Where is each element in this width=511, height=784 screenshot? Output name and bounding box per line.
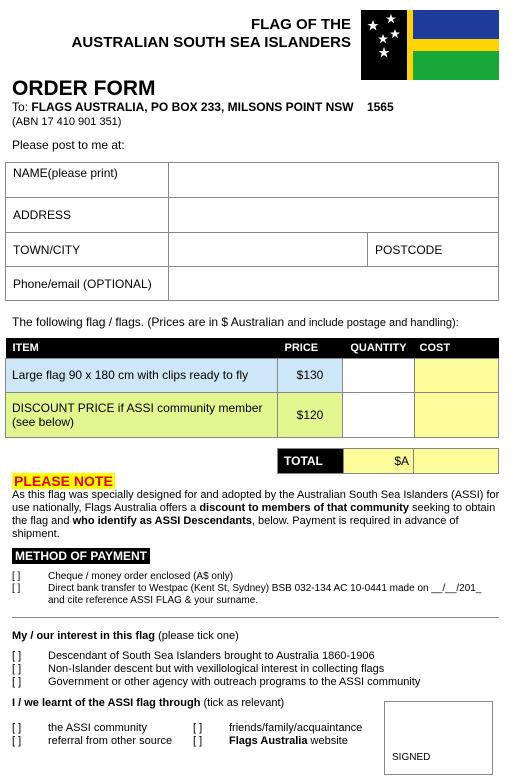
interest-option-label: Descendant of South Sea Islanders brought to Australia 1860-1906 (48, 650, 375, 662)
total-label: TOTAL (278, 449, 344, 474)
note-text-3: , below. Payment is required in advance of shipment. (12, 515, 459, 540)
to-address: FLAGS AUSTRALIA, PO BOX 233, MILSONS POINT NSW (31, 100, 354, 114)
learnt-option-label: the ASSI community (48, 722, 148, 734)
checkbox-cheque[interactable]: [ ] (12, 571, 21, 582)
item-row (6, 392, 499, 437)
note-bold-2: who identify as ASSI Descendants (72, 515, 252, 527)
total-field[interactable] (414, 449, 499, 474)
payment-option-bank[interactable] (12, 583, 500, 595)
learnt-heading (12, 697, 284, 709)
items-table (5, 338, 499, 438)
to-postcode: 1565 (366, 100, 394, 114)
cost-field[interactable] (415, 358, 499, 392)
learnt-option-referral[interactable] (12, 735, 192, 748)
payment-option-cheque[interactable] (12, 571, 500, 583)
learnt-option-website[interactable] (193, 735, 378, 748)
learnt-option-friends[interactable] (193, 722, 378, 735)
total-table (277, 448, 499, 474)
interest-option-descendant[interactable] (12, 650, 500, 663)
header-title-line1: FLAG OF THE (251, 16, 351, 33)
flags-intro (12, 315, 459, 329)
learnt-hint: (tick as relevant) (203, 697, 285, 709)
town-field[interactable] (169, 233, 368, 267)
address-field[interactable] (169, 198, 499, 233)
interest-option-label: Non-Islander descent but with vexillological interest in collecting flags (48, 663, 385, 675)
note-text-1: As this flag was specially designed for and adopted by the Australian South Sea Islanders (ASSI) for use nationally, Flags Australia offers a (12, 489, 500, 514)
learnt-option-label: referral from other source (48, 735, 173, 747)
form-title: ORDER FORM (12, 77, 156, 100)
post-to-label: Please post to me at: (12, 138, 125, 152)
assi-flag-image (361, 10, 499, 80)
customer-details-table (5, 162, 499, 301)
phone-label: Phone/email (OPTIONAL) (6, 267, 169, 301)
checkbox-descendant[interactable]: [ ] (12, 650, 22, 662)
checkbox-friends[interactable]: [ ] (193, 722, 203, 734)
interest-hint: (please tick one) (158, 630, 239, 642)
checkbox-referral[interactable]: [ ] (12, 735, 22, 747)
payment-option-label: Cheque / money order enclosed (A$ only) (48, 571, 234, 582)
signed-label: SIGNED (392, 752, 431, 763)
recipient-address (12, 100, 394, 114)
item-row (6, 358, 499, 392)
checkbox-vexillological[interactable]: [ ] (12, 663, 22, 675)
abn-number: (ABN 17 410 901 351) (12, 116, 122, 128)
checkbox-website[interactable]: [ ] (193, 735, 203, 747)
interest-heading (12, 630, 239, 642)
flags-intro-small: and include postage and handling): (287, 317, 459, 329)
to-prefix: To: (12, 100, 29, 114)
flags-intro-text: The following flag / flags. (Prices are in $ Australian (12, 315, 285, 329)
learnt-option-label: friends/family/acquaintance (229, 722, 363, 734)
name-label: NAME (13, 166, 48, 180)
cost-field[interactable] (415, 392, 499, 437)
col-item: ITEM (6, 338, 278, 358)
payment-heading: METHOD OF PAYMENT (12, 548, 150, 564)
please-note-heading: PLEASE NOTE (14, 473, 113, 489)
interest-option-government[interactable] (12, 676, 500, 689)
checkbox-government[interactable]: [ ] (12, 676, 22, 688)
checkbox-community[interactable]: [ ] (12, 722, 22, 734)
interest-option-vexillological[interactable] (12, 663, 500, 676)
payment-option-label-cont: and cite reference ASSI FLAG & your surname. (48, 595, 259, 606)
divider (12, 617, 499, 618)
item-price: $120 (278, 392, 343, 437)
learnt-options-right (193, 722, 378, 748)
name-hint: (please print) (47, 166, 118, 180)
note-bold-1: discount to members of that community (199, 502, 409, 514)
col-cost: COST (415, 338, 499, 358)
item-description: Large flag 90 x 180 cm with clips ready to fly (6, 358, 278, 392)
interest-option-label: Government or other agency with outreach programs to the ASSI community (48, 676, 421, 688)
payment-option-bank-cont (12, 595, 500, 607)
interest-options (12, 650, 500, 689)
item-description: DISCOUNT PRICE if ASSI community member (see below) (6, 392, 278, 437)
learnt-heading-text: I / we learnt of the ASSI flag through (12, 697, 201, 709)
learnt-option-label (229, 735, 348, 748)
note-text-2: seeking to obtain the flag and (12, 502, 496, 527)
payment-option-label: Direct bank transfer to Westpac (Kent St, Sydney) BSB 032-134 AC 10-0441 made on __/__/201_ (48, 583, 482, 594)
address-label: ADDRESS (6, 198, 169, 233)
name-field[interactable] (169, 163, 499, 198)
quantity-field[interactable] (343, 358, 415, 392)
postcode-label[interactable]: POSTCODE (368, 233, 499, 267)
learnt-option-community[interactable] (12, 722, 192, 735)
col-price: PRICE (278, 338, 343, 358)
learnt-options-left (12, 722, 192, 748)
item-price: $130 (278, 358, 343, 392)
please-note-text (12, 489, 500, 541)
checkbox-bank[interactable]: [ ] (12, 583, 21, 594)
phone-field[interactable] (169, 267, 499, 301)
header-title-line2: AUSTRALIAN SOUTH SEA ISLANDERS (71, 34, 351, 51)
town-label: TOWN/CITY (6, 233, 169, 267)
col-quantity: QUANTITY (343, 338, 415, 358)
total-currency: $A (344, 449, 414, 474)
quantity-field[interactable] (343, 392, 415, 437)
website-suffix: website (307, 735, 348, 747)
website-name: Flags Australia (229, 735, 308, 747)
payment-options (12, 571, 500, 607)
signature-box[interactable] (384, 701, 493, 775)
interest-heading-text: My / our interest in this flag (12, 630, 156, 642)
name-label-cell (6, 163, 169, 198)
